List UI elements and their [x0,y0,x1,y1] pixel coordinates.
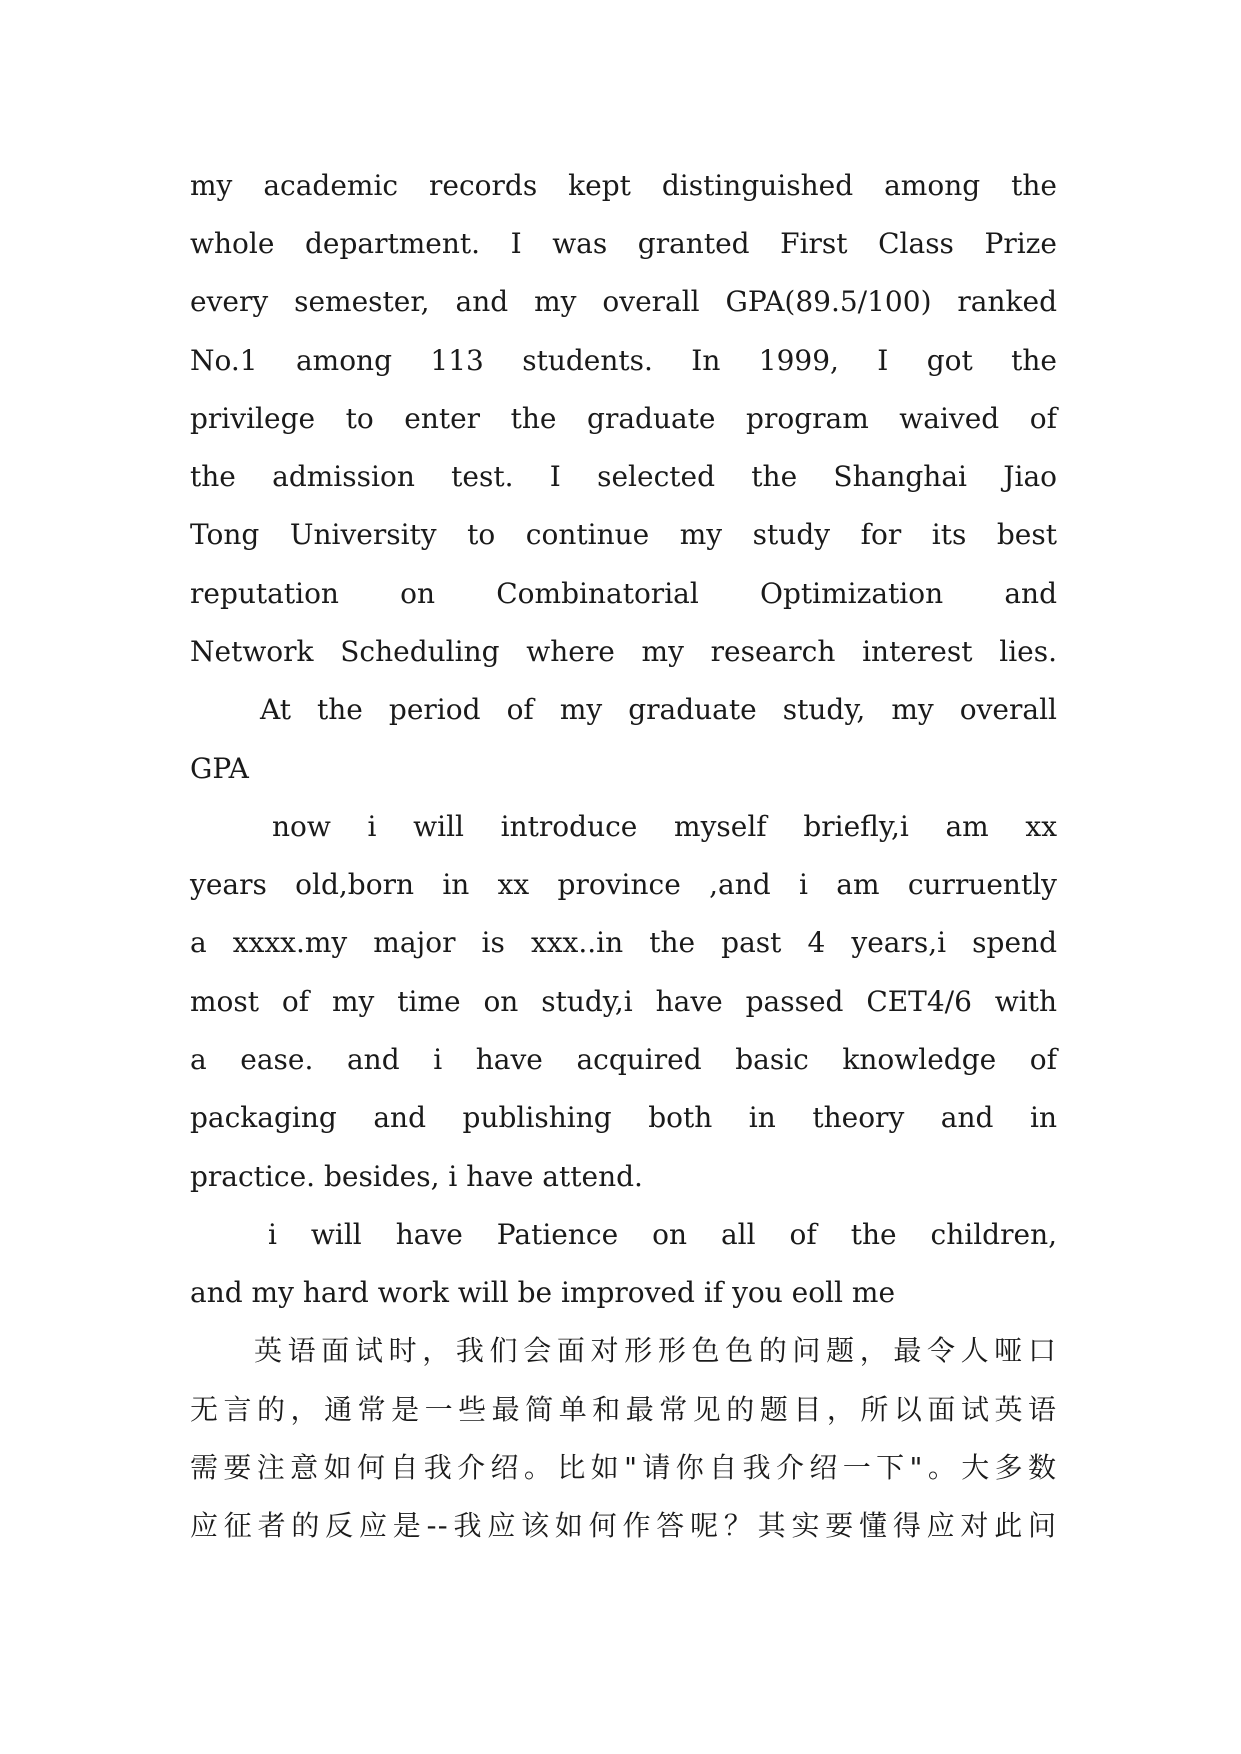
text-line: a ease. and i have acquired basic knowledge of [190,1043,1057,1076]
paragraph-first-line: i will have Patience on all of the children, [268,1218,1057,1251]
text-line: privilege to enter the graduate program waived of [190,402,1057,435]
text-line: No.1 among 113 students. In 1999, I got the [190,344,1057,377]
text-line: Network Scheduling where my research interest lies. [190,635,1057,668]
text-line: every semester, and my overall GPA(89.5/100) ranked [190,285,1057,318]
text-line: packaging and publishing both in theory and in [190,1101,1057,1134]
text-line: 应征者的反应是--我应该如何作答呢？其实要懂得应对此问 [190,1509,1057,1542]
text-line: the admission test. I selected the Shanghai Jiao [190,460,1057,493]
text-line: whole department. I was granted First Class Prize [190,227,1057,260]
text-line: most of my time on study,i have passed CET4/6 with [190,985,1057,1018]
paragraph-first-line: At the period of my graduate study, my overall [260,693,1057,726]
text-line: a xxxx.my major is xxx..in the past 4 years,i spend [190,926,1057,959]
text-line: 无言的，通常是一些最简单和最常见的题目，所以面试英语 [190,1393,1057,1426]
text-line: and my hard work will be improved if you eoll me [190,1276,896,1309]
text-line: Tong University to continue my study for its best [190,518,1057,551]
text-line: reputation on Combinatorial Optimization and [190,577,1057,610]
text-line: years old,born in xx province ,and i am curruently [190,868,1057,901]
paragraph-first-line: 英语面试时，我们会面对形形色色的问题，最令人哑口 [254,1334,1057,1367]
text-line: GPA [190,752,249,785]
paragraph-first-line: now i will introduce myself briefly,i am xx [272,810,1057,843]
text-line: 需要注意如何自我介绍。比如"请你自我介绍一下"。大多数 [190,1451,1057,1484]
text-line: practice. besides, i have attend. [190,1160,643,1193]
text-line: my academic records kept distinguished among the [190,169,1057,202]
